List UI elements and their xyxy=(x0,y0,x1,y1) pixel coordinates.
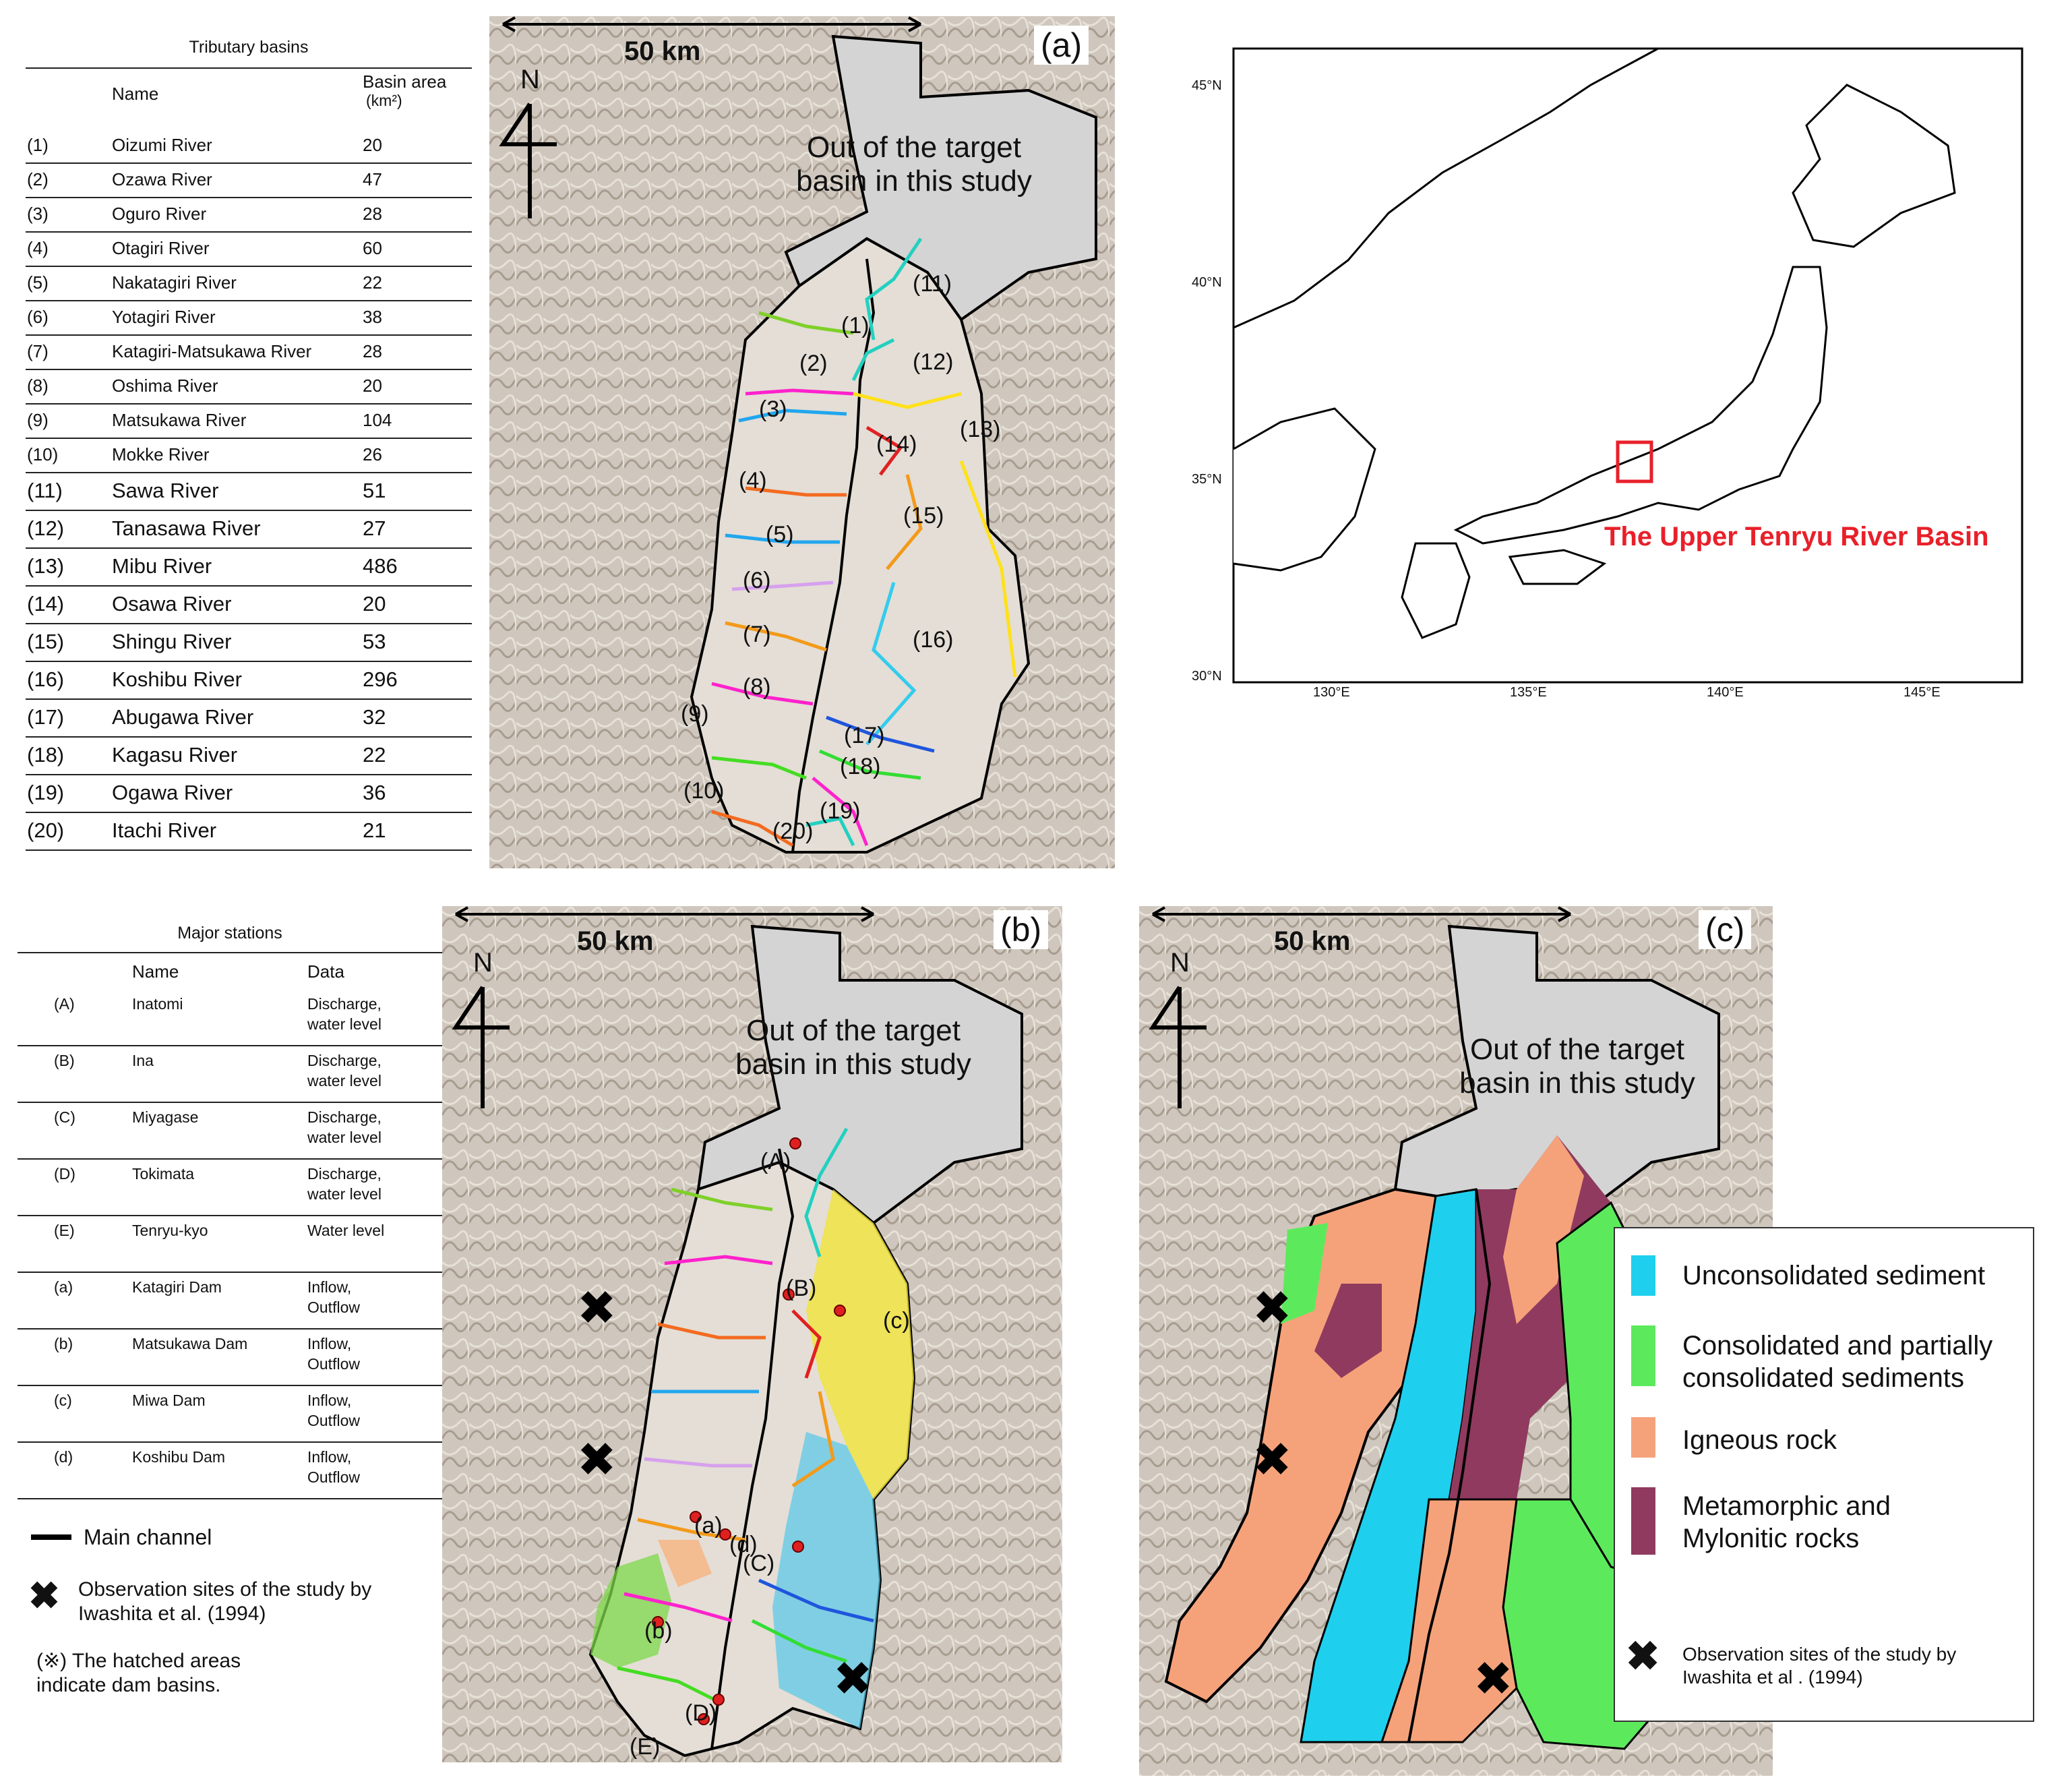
row-id: (19) xyxy=(27,781,65,804)
river-name: Oshima River xyxy=(112,376,218,396)
out-of-basin-label xyxy=(1436,1033,1719,1100)
row-id: (7) xyxy=(27,341,49,361)
river-name: Oguro River xyxy=(112,204,207,224)
station-label: (b) xyxy=(644,1618,673,1644)
station-label: (A) xyxy=(760,1149,791,1174)
basin-number-label: (8) xyxy=(743,674,771,700)
scale-bar-label: 50 km xyxy=(1274,926,1351,956)
station-data-1: Discharge, xyxy=(307,995,382,1013)
row-id: (15) xyxy=(27,630,65,653)
table-title: Major stations xyxy=(177,924,282,943)
basin-number-label: (19) xyxy=(820,798,861,824)
basin-number-label: (15) xyxy=(903,503,944,529)
basin-area: 47 xyxy=(363,169,382,189)
table-rule xyxy=(26,661,472,662)
river-name: Mibu River xyxy=(112,554,212,578)
station-id: (d) xyxy=(54,1448,73,1466)
station-data-2: Outflow xyxy=(307,1468,360,1486)
col-header-name: Name xyxy=(112,84,159,104)
station-id: (c) xyxy=(54,1392,72,1409)
basin-number-label: (18) xyxy=(840,754,881,779)
table-rule xyxy=(26,547,472,549)
river-name: Ogawa River xyxy=(112,781,233,804)
observation-site-icon: ✖ xyxy=(1252,1432,1292,1487)
basin-area: 20 xyxy=(363,376,382,396)
table-rule xyxy=(26,266,472,267)
basin-area: 36 xyxy=(363,781,386,804)
station-id: (b) xyxy=(54,1335,73,1352)
table-rule xyxy=(26,698,472,700)
table-rule xyxy=(26,403,472,405)
station-label: (a) xyxy=(694,1513,723,1539)
basin-number-label: (4) xyxy=(739,468,767,494)
table-rule xyxy=(18,952,442,953)
panel-label-c: (c) xyxy=(1699,910,1751,949)
col-header-name: Name xyxy=(132,961,179,982)
station-id: (A) xyxy=(54,995,75,1013)
table-rule xyxy=(18,1328,442,1330)
river-name: Koshibu River xyxy=(112,667,242,691)
col-header-area-unit: (km²) xyxy=(366,92,402,109)
japan-location-map xyxy=(1186,44,2036,700)
station-data-1: Discharge, xyxy=(307,1165,382,1183)
station-name: Katagiri Dam xyxy=(132,1278,222,1296)
table-rule xyxy=(26,197,472,198)
north-arrow-label: N xyxy=(520,65,540,94)
station-data-2: Outflow xyxy=(307,1412,360,1429)
station-id: (a) xyxy=(54,1278,73,1296)
basin-area: 296 xyxy=(363,667,398,691)
legend-swatch-igneous xyxy=(1631,1417,1655,1458)
observation-site-icon: ✖ xyxy=(577,1432,617,1487)
table-title: Tributary basins xyxy=(189,38,309,57)
table-rule xyxy=(26,472,472,473)
station-id: (B) xyxy=(54,1052,75,1069)
station-label: (B) xyxy=(786,1276,817,1301)
table-rule xyxy=(18,1158,442,1160)
out-of-basin-line1: Out of the target xyxy=(746,1014,961,1047)
legend-label-metamorphic-1: Metamorphic and xyxy=(1682,1491,1891,1521)
basin-area: 28 xyxy=(363,204,382,224)
legend-obs-line1: Observation sites of the study by xyxy=(1682,1644,1957,1665)
basin-area: 53 xyxy=(363,630,386,653)
table-rule xyxy=(26,231,472,233)
panel-label-b: (b) xyxy=(994,910,1048,949)
legend-swatch-unconsolidated xyxy=(1631,1255,1655,1296)
station-data-1: Inflow, xyxy=(307,1278,352,1296)
river-name: Katagiri-Matsukawa River xyxy=(112,341,312,361)
table-rule xyxy=(26,849,472,851)
row-id: (20) xyxy=(27,818,65,842)
row-id: (9) xyxy=(27,410,49,430)
table-rule xyxy=(18,1385,442,1386)
station-name: Miwa Dam xyxy=(132,1392,206,1409)
scale-bar-label: 50 km xyxy=(577,926,654,956)
north-arrow-label: N xyxy=(1170,948,1190,978)
river-name: Osawa River xyxy=(112,592,232,616)
legend-label-metamorphic-2: Mylonitic rocks xyxy=(1682,1524,1860,1553)
table-rule xyxy=(26,162,472,164)
longitude-label: 140°E xyxy=(1707,685,1744,700)
river-name: Mokke River xyxy=(112,444,210,465)
table-rule xyxy=(18,1102,442,1103)
basin-area: 60 xyxy=(363,238,382,258)
table-rule xyxy=(26,510,472,511)
row-id: (2) xyxy=(27,169,49,189)
station-data-1: Inflow, xyxy=(307,1392,352,1409)
river-name: Oizumi River xyxy=(112,135,212,155)
station-label: (E) xyxy=(630,1734,661,1760)
out-of-basin-label xyxy=(772,131,1056,198)
basin-area: 51 xyxy=(363,479,386,502)
station-data-2: Outflow xyxy=(307,1355,360,1373)
out-of-basin-line2: basin in this study xyxy=(735,1048,971,1081)
table-rule xyxy=(26,812,472,813)
out-of-basin-label xyxy=(712,1014,995,1081)
river-name: Abugawa River xyxy=(112,705,254,729)
basin-area: 104 xyxy=(363,410,392,430)
row-id: (5) xyxy=(27,272,49,293)
table-rule xyxy=(18,1272,442,1273)
table-rule xyxy=(18,1215,442,1216)
basin-area: 32 xyxy=(363,705,386,729)
legend-label-consolidated-2: consolidated sediments xyxy=(1682,1363,1965,1393)
legend-obs-line2: Iwashita et al . (1994) xyxy=(1682,1667,1863,1688)
cross-icon: ✖ xyxy=(28,1574,60,1617)
station-data-1: Inflow, xyxy=(307,1335,352,1352)
row-id: (1) xyxy=(27,135,49,155)
basin-number-label: (3) xyxy=(759,396,787,422)
row-id: (3) xyxy=(27,204,49,224)
basin-number-label: (20) xyxy=(772,818,814,844)
out-of-basin-line1: Out of the target xyxy=(807,131,1021,164)
station-label: (c) xyxy=(883,1308,910,1334)
basin-area: 28 xyxy=(363,341,382,361)
row-id: (11) xyxy=(27,479,63,502)
table-rule xyxy=(26,585,472,587)
station-name: Tokimata xyxy=(132,1165,195,1183)
basin-number-label: (1) xyxy=(841,313,870,338)
station-data-2: water level xyxy=(307,1015,382,1033)
legend-label-igneous: Igneous rock xyxy=(1682,1425,1837,1455)
row-id: (17) xyxy=(27,705,65,729)
station-data-1: Discharge, xyxy=(307,1108,382,1126)
station-label: (D) xyxy=(685,1700,717,1726)
scale-bar-label: 50 km xyxy=(624,36,701,66)
river-name: Itachi River xyxy=(112,818,217,842)
river-name: Ozawa River xyxy=(112,169,212,189)
map-panel-b xyxy=(442,906,1062,1762)
out-of-basin-line2: basin in this study xyxy=(1459,1067,1695,1100)
obs-sites-line1: Observation sites of the study by xyxy=(78,1578,372,1601)
legend-swatch-consolidated xyxy=(1631,1325,1655,1386)
panel-label-a: (a) xyxy=(1034,26,1089,65)
basin-number-label: (6) xyxy=(743,568,771,593)
latitude-label: 45°N xyxy=(1192,78,1222,93)
station-name: Ina xyxy=(132,1052,154,1069)
station-label: (C) xyxy=(743,1551,775,1576)
observation-site-icon: ✖ xyxy=(1473,1651,1513,1706)
japan-outline-map xyxy=(1186,44,2036,692)
row-id: (6) xyxy=(27,307,49,327)
longitude-label: 135°E xyxy=(1510,685,1547,700)
row-id: (10) xyxy=(27,444,59,465)
river-name: Yotagiri River xyxy=(112,307,216,327)
basin-area: 22 xyxy=(363,272,382,293)
river-name: Nakatagiri River xyxy=(112,272,237,293)
station-name: Inatomi xyxy=(132,995,183,1013)
tributary-basins-table xyxy=(26,27,472,856)
basin-number-label: (17) xyxy=(844,723,885,748)
basin-number-label: (2) xyxy=(799,351,828,376)
basin-area: 27 xyxy=(363,516,386,540)
observation-site-icon: ✖ xyxy=(577,1280,617,1336)
basin-number-label: (10) xyxy=(683,778,725,804)
map-panel-a xyxy=(489,16,1115,868)
basin-number-label: (7) xyxy=(743,622,771,647)
station-name: Matsukawa Dam xyxy=(132,1335,248,1352)
river-name: Sawa River xyxy=(112,479,219,502)
longitude-label: 145°E xyxy=(1903,685,1941,700)
longitude-label: 130°E xyxy=(1313,685,1350,700)
hatched-note-line2: indicate dam basins. xyxy=(36,1674,221,1696)
row-id: (14) xyxy=(27,592,65,616)
table-rule xyxy=(26,736,472,738)
table-rule xyxy=(26,774,472,775)
out-of-basin-line2: basin in this study xyxy=(796,165,1032,198)
basin-area: 486 xyxy=(363,554,398,578)
latitude-label: 40°N xyxy=(1192,275,1222,290)
station-data-1: Inflow, xyxy=(307,1448,352,1466)
observation-site-icon: ✖ xyxy=(833,1651,873,1706)
station-id: (E) xyxy=(54,1222,75,1239)
row-id: (4) xyxy=(27,238,49,258)
major-stations-table xyxy=(18,917,442,1510)
station-data-2: Outflow xyxy=(307,1298,360,1316)
hatched-note-line1: (※) The hatched areas xyxy=(36,1650,241,1672)
table-rule xyxy=(18,1045,442,1046)
station-name: Koshibu Dam xyxy=(132,1448,226,1466)
main-channel-swatch xyxy=(31,1534,71,1540)
table-rule xyxy=(26,438,472,439)
legend-label-unconsolidated: Unconsolidated sediment xyxy=(1682,1261,1986,1290)
station-label: (d) xyxy=(729,1532,758,1557)
basin-number-label: (11) xyxy=(913,271,952,297)
out-of-basin-line1: Out of the target xyxy=(1470,1033,1684,1066)
basin-area: 20 xyxy=(363,592,386,616)
legend-panel-b xyxy=(27,1517,458,1719)
table-rule xyxy=(26,300,472,301)
river-name: Shingu River xyxy=(112,630,232,653)
geology-legend xyxy=(1614,1227,2034,1722)
basin-area: 26 xyxy=(363,444,382,465)
river-name: Kagasu River xyxy=(112,743,238,767)
basin-number-label: (12) xyxy=(913,349,954,375)
table-rule xyxy=(18,1498,442,1499)
latitude-label: 35°N xyxy=(1192,472,1222,487)
basin-number-label: (14) xyxy=(876,431,917,457)
station-id: (C) xyxy=(54,1108,75,1126)
basin-number-label: (13) xyxy=(960,417,1001,442)
basin-area: 21 xyxy=(363,818,386,842)
station-data-2: water level xyxy=(307,1185,382,1203)
table-rule xyxy=(26,369,472,370)
obs-sites-line2: Iwashita et al. (1994) xyxy=(78,1603,266,1625)
station-data-2: water level xyxy=(307,1072,382,1089)
river-name: Tanasawa River xyxy=(112,516,261,540)
latitude-label: 30°N xyxy=(1192,669,1222,684)
basin-area: 20 xyxy=(363,135,382,155)
river-name: Otagiri River xyxy=(112,238,210,258)
basin-area: 38 xyxy=(363,307,382,327)
japan-map-caption: The Upper Tenryu River Basin xyxy=(1604,522,1989,551)
legend-swatch-metamorphic xyxy=(1631,1487,1655,1555)
table-rule xyxy=(26,334,472,336)
basin-number-label: (16) xyxy=(913,627,954,653)
col-header-area: Basin area xyxy=(363,71,447,92)
table-rule xyxy=(18,1441,442,1443)
row-id: (18) xyxy=(27,743,65,767)
river-name: Matsukawa River xyxy=(112,410,247,430)
north-arrow-label: N xyxy=(473,948,493,978)
station-id: (D) xyxy=(54,1165,75,1183)
row-id: (12) xyxy=(27,516,65,540)
row-id: (8) xyxy=(27,376,49,396)
station-name: Miyagase xyxy=(132,1108,199,1126)
station-data-2: water level xyxy=(307,1129,382,1146)
observation-site-icon: ✖ xyxy=(1252,1280,1292,1336)
table-rule xyxy=(26,623,472,624)
cross-icon: ✖ xyxy=(1626,1634,1660,1679)
row-id: (16) xyxy=(27,667,65,691)
row-id: (13) xyxy=(27,554,65,578)
station-name: Tenryu-kyo xyxy=(132,1222,208,1239)
table-rule xyxy=(26,67,472,69)
main-channel-label: Main channel xyxy=(84,1525,212,1549)
basin-number-label: (5) xyxy=(766,522,794,547)
basin-number-label: (9) xyxy=(681,701,709,727)
col-header-data: Data xyxy=(307,961,344,982)
basin-area: 22 xyxy=(363,743,386,767)
legend-label-consolidated-1: Consolidated and partially xyxy=(1682,1331,1993,1361)
station-data-1: Water level xyxy=(307,1222,385,1239)
station-data-1: Discharge, xyxy=(307,1052,382,1069)
